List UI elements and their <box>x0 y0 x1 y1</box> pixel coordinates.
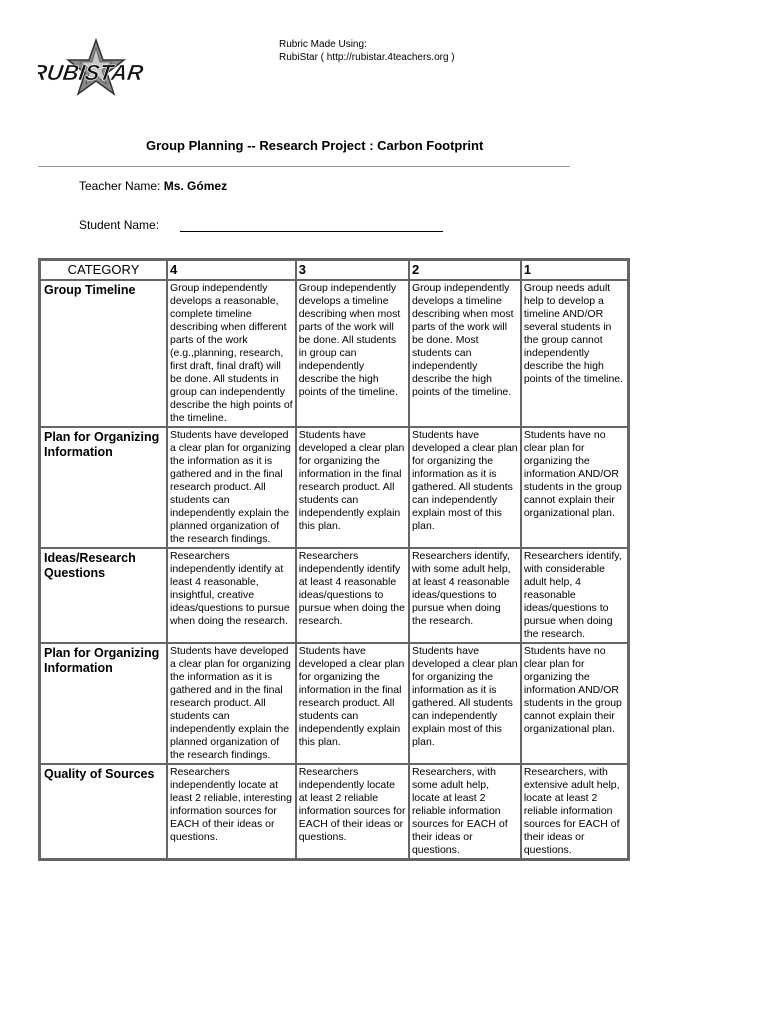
credit-block <box>279 38 455 64</box>
student-name-blank <box>180 219 443 232</box>
teacher-name-row <box>79 179 227 193</box>
rubric-cell: Group independently develops a timeline describing when most parts of the work will be done. Most students can independently describe the high points of the timeline. <box>409 280 521 427</box>
student-name-row <box>79 218 443 232</box>
header-score-4: 4 <box>167 260 296 280</box>
rubric-cell: Researchers independently identify at least 4 reasonable, insightful, creative ideas/questions to pursue when doing the research. <box>167 548 296 643</box>
category-cell: Ideas/Research Questions <box>40 548 167 643</box>
category-cell: Quality of Sources <box>40 764 167 859</box>
credit-line-2: RubiStar ( http://rubistar.4teachers.org ) <box>279 52 455 63</box>
rubric-cell: Researchers, with some adult help, locate at least 2 reliable information sources for EACH of their ideas or questions. <box>409 764 521 859</box>
header-category: CATEGORY <box>40 260 167 280</box>
header-row <box>40 260 628 280</box>
rubric-cell: Researchers independently locate at least 2 reliable information sources for EACH of their ideas or questions. <box>296 764 409 859</box>
category-cell: Plan for Organizing Information <box>40 643 167 764</box>
credit-line-1: Rubric Made Using: <box>279 39 367 50</box>
student-label: Student Name: <box>79 218 160 232</box>
category-cell: Plan for Organizing Information <box>40 427 167 548</box>
rubric-cell: Students have developed a clear plan for organizing the information as it is gathered and in the final research product. All students can independently explain the planned organization of the research findings. <box>167 643 296 764</box>
rubric-cell: Researchers, with extensive adult help, locate at least 2 reliable information sources for EACH of their ideas or questions. <box>521 764 628 859</box>
teacher-label: Teacher Name: <box>79 179 161 193</box>
rubric-cell: Students have developed a clear plan for organizing the information in the final research product. All students can independently explain this plan. <box>296 427 409 548</box>
rubric-cell: Researchers independently identify at least 4 reasonable ideas/questions to pursue when doing the research. <box>296 548 409 643</box>
rubric-cell: Researchers identify, with considerable adult help, 4 reasonable ideas/questions to pursue when doing the research. <box>521 548 628 643</box>
rubric-cell: Researchers independently locate at least 2 reliable, interesting information sources for EACH of their ideas or questions. <box>167 764 296 859</box>
rubric-table <box>38 258 630 861</box>
table-row <box>40 764 628 859</box>
table-row <box>40 548 628 643</box>
rubric-cell: Group needs adult help to develop a timeline AND/OR several students in the group cannot independently describe the high points of the timeline. <box>521 280 628 427</box>
rubric-cell: Students have developed a clear plan for organizing the information as it is gathered. All students can independently explain most of this plan. <box>409 643 521 764</box>
category-cell: Group Timeline <box>40 280 167 427</box>
table-row <box>40 427 628 548</box>
rubric-cell: Students have developed a clear plan for organizing the information as it is gathered and in the final research product. All students can independently explain the planned organization of the research findings. <box>167 427 296 548</box>
teacher-name: Ms. Gómez <box>163 179 228 193</box>
header-score-2: 2 <box>409 260 521 280</box>
rubric-cell: Students have no clear plan for organizing the information AND/OR students in the group cannot explain their organizational plan. <box>521 643 628 764</box>
header-score-1: 1 <box>521 260 628 280</box>
rubric-cell: Group independently develops a reasonable, complete timeline describing when different parts of the work (e.g.,planning, research, first draft, final draft) will be done. All students in group can independently describe the high points of the timeline. <box>167 280 296 427</box>
divider <box>38 166 570 167</box>
rubistar-logo <box>38 38 146 102</box>
rubric-cell: Group independently develops a timeline describing when most parts of the work will be done. All students in group can independently describe the high points of the timeline. <box>296 280 409 427</box>
rubric-cell: Students have developed a clear plan for organizing the information as it is gathered. All students can independently explain most of this plan. <box>409 427 521 548</box>
rubric-cell: Students have no clear plan for organizing the information AND/OR students in the group cannot explain their organizational plan. <box>521 427 628 548</box>
rubric-cell: Students have developed a clear plan for organizing the information in the final research product. All students can independently explain this plan. <box>296 643 409 764</box>
rubric-cell: Researchers identify, with some adult help, at least 4 reasonable ideas/questions to pursue when doing the research. <box>409 548 521 643</box>
header-score-3: 3 <box>296 260 409 280</box>
page-title: Group Planning -- Research Project : Carbon Footprint <box>146 138 484 153</box>
svg-text:RUBISTAR: RUBISTAR <box>38 60 145 85</box>
table-row <box>40 643 628 764</box>
table-row <box>40 280 628 427</box>
